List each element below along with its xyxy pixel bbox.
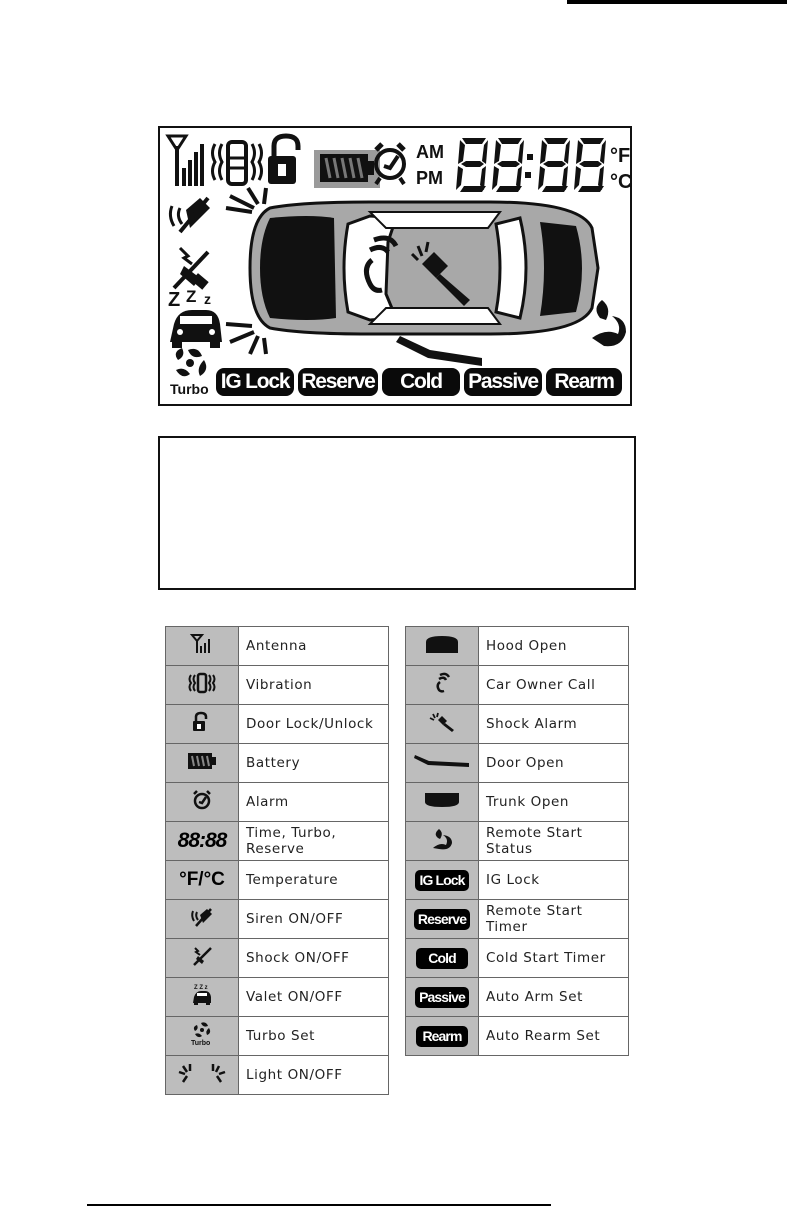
vibration-icon	[213, 142, 262, 184]
legend-row	[166, 861, 389, 900]
legend-row	[166, 978, 389, 1017]
legend-row	[166, 666, 389, 705]
legend-row	[166, 822, 389, 861]
am-text: AM	[416, 142, 444, 162]
digits-icon	[166, 822, 239, 861]
legend-label: Siren ON/OFF	[239, 900, 389, 939]
legend-label: Car Owner Call	[479, 666, 629, 705]
antenna-icon	[168, 136, 204, 186]
legend-row	[166, 783, 389, 822]
legend-label: Door Open	[479, 744, 629, 783]
deg-c-text: °C	[610, 171, 633, 193]
turbo-icon	[166, 1017, 239, 1056]
shock-icon	[174, 248, 209, 290]
legend-row	[166, 627, 389, 666]
battery-icon	[314, 150, 380, 188]
legend-row	[406, 900, 629, 939]
legend-label: Temperature	[239, 861, 389, 900]
pm-text: PM	[416, 168, 443, 188]
legend-row	[406, 666, 629, 705]
legend-row	[406, 627, 629, 666]
svg-text:Z Z z: Z Z z	[194, 985, 208, 991]
cold-indicator: Cold	[382, 368, 460, 396]
exhaust-icon	[406, 822, 479, 861]
legend-label: Alarm	[239, 783, 389, 822]
alarm-clock-icon	[166, 783, 239, 822]
rearm-badge-text: Rearm	[416, 1026, 467, 1047]
shock-alarm-icon	[406, 705, 479, 744]
call-icon	[406, 666, 479, 705]
shock-icon	[166, 939, 239, 978]
passive-badge	[406, 978, 479, 1017]
temperature-icon-text: °F/°C	[179, 869, 225, 890]
legend-label: Light ON/OFF	[239, 1056, 389, 1095]
cold-badge	[406, 939, 479, 978]
legend-row	[406, 978, 629, 1017]
turbo-icon	[176, 348, 207, 376]
turbo-label: Turbo	[170, 381, 209, 397]
reserve-badge-text: Reserve	[414, 909, 470, 930]
legend-label: IG Lock	[479, 861, 629, 900]
cold-badge-text: Cold	[416, 948, 468, 969]
light-icon	[166, 1056, 239, 1095]
legend-row	[406, 705, 629, 744]
svg-text:Z: Z	[186, 287, 197, 306]
legend-label: Remote Start Timer	[479, 900, 629, 939]
legend-row	[166, 900, 389, 939]
alarm-clock-icon	[376, 144, 404, 184]
legend-label: Door Lock/Unlock	[239, 705, 389, 744]
vibration-icon	[166, 666, 239, 705]
legend-label: Cold Start Timer	[479, 939, 629, 978]
padlock-icon	[166, 705, 239, 744]
legend-row	[166, 1017, 389, 1056]
svg-text:z: z	[204, 291, 211, 307]
valet-car-icon	[170, 310, 222, 348]
top-rule	[567, 0, 787, 4]
legend-label: Vibration	[239, 666, 389, 705]
legend-label: Battery	[239, 744, 389, 783]
rearm-badge	[406, 1017, 479, 1056]
legend-label: Auto Rearm Set	[479, 1017, 629, 1056]
rearm-indicator: Rearm	[546, 368, 622, 396]
legend-label: Trunk Open	[479, 783, 629, 822]
legend-label: Remote Start Status	[479, 822, 629, 861]
reserve-badge	[406, 900, 479, 939]
lcd-display	[158, 126, 632, 406]
legend-label: Auto Arm Set	[479, 978, 629, 1017]
ig-lock-indicator: IG Lock	[216, 368, 294, 396]
antenna-icon	[166, 627, 239, 666]
car-top-view	[250, 202, 598, 334]
door-icon	[406, 744, 479, 783]
door-open-graphic	[396, 336, 482, 366]
legend-row	[166, 744, 389, 783]
legend-table-left	[165, 626, 389, 1095]
battery-icon	[166, 744, 239, 783]
legend-row	[406, 744, 629, 783]
legend-label: Shock Alarm	[479, 705, 629, 744]
ig-lock-badge-text: IG Lock	[415, 870, 468, 891]
legend-row	[166, 705, 389, 744]
legend-row	[166, 1056, 389, 1095]
legend-table-right	[405, 626, 629, 1056]
valet-icon	[166, 978, 239, 1017]
hood-icon	[406, 627, 479, 666]
exhaust-icon	[592, 300, 626, 346]
trunk-icon	[406, 783, 479, 822]
legend-label: Valet ON/OFF	[239, 978, 389, 1017]
temperature-icon	[166, 861, 239, 900]
digits-icon-text: 88:88	[177, 829, 227, 852]
legend-row	[406, 1017, 629, 1056]
legend-row	[406, 822, 629, 861]
blank-box	[158, 436, 636, 590]
deg-f-text: °F	[610, 145, 631, 167]
legend-label: Time, Turbo, Reserve	[239, 822, 389, 861]
lcd-graphics	[160, 128, 633, 404]
legend-label: Hood Open	[479, 627, 629, 666]
legend-row	[406, 783, 629, 822]
ig-lock-badge	[406, 861, 479, 900]
padlock-icon	[268, 136, 298, 184]
legend-label: Antenna	[239, 627, 389, 666]
passive-indicator: Passive	[464, 368, 542, 396]
svg-text:Turbo: Turbo	[191, 1040, 211, 1047]
legend-row	[406, 861, 629, 900]
zzz-text: Z	[168, 289, 181, 311]
bottom-rule	[87, 1204, 551, 1206]
reserve-indicator: Reserve	[298, 368, 378, 396]
legend-row	[166, 939, 389, 978]
passive-badge-text: Passive	[415, 987, 469, 1008]
siren-icon	[166, 900, 239, 939]
legend-label: Shock ON/OFF	[239, 939, 389, 978]
legend-label: Turbo Set	[239, 1017, 389, 1056]
time-digits-graphic	[456, 138, 606, 192]
legend-row	[406, 939, 629, 978]
siren-icon	[170, 198, 210, 232]
